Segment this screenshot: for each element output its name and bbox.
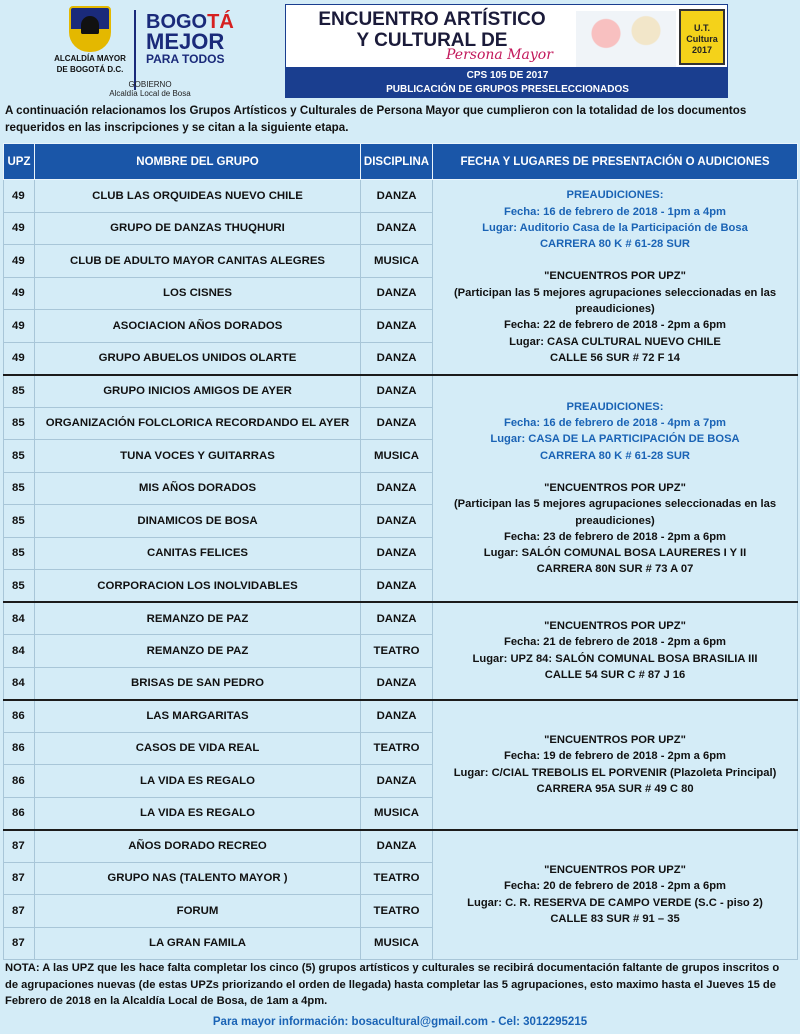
logo-text-line1: ALCALDÍA MAYOR [54, 54, 126, 63]
disciplina-cell: DANZA [361, 537, 433, 570]
group-name-cell: FORUM [35, 895, 361, 928]
disciplina-cell: MUSICA [361, 797, 433, 830]
disciplina-cell: DANZA [361, 342, 433, 375]
upz-cell: 87 [4, 927, 35, 960]
disciplina-cell: DANZA [361, 765, 433, 798]
preaudicion-line: Lugar: CASA DE LA PARTICIPACIÓN DE BOSA [490, 433, 740, 446]
group-name-cell: REMANZO DE PAZ [35, 635, 361, 668]
logo-divider [134, 10, 136, 90]
upz-cell: 87 [4, 830, 35, 863]
dancers-image [576, 11, 676, 67]
disciplina-cell: DANZA [361, 667, 433, 700]
disciplina-cell: TEATRO [361, 895, 433, 928]
disciplina-cell: DANZA [361, 570, 433, 603]
table-body [4, 180, 798, 960]
encuentro-line: Fecha: 21 de febrero de 2018 - 2pm a 6pm [504, 636, 726, 649]
group-name-cell: ASOCIACION AÑOS DORADOS [35, 310, 361, 343]
gobierno-text: GOBIERNO [128, 80, 172, 89]
disciplina-cell: DANZA [361, 310, 433, 343]
upz-cell: 86 [4, 765, 35, 798]
schedule-cell [433, 180, 798, 375]
note-paragraph: NOTA: A las UPZ que les hace falta completar los cinco (5) grupos artísticos y culturales se recibirá documentación faltante de grupos inscritos o de agrupaciones nuevas (de estas UPZs priorizando el orden de llegada) hasta completar las 5 agrupaciones, esto maximo hasta el Jueves 15 de Febrero de 2018 en la Alcaldía Local de Bosa, de 1am a 4pm. [5, 962, 780, 1007]
encuentro-line: Fecha: 23 de febrero de 2018 - 2pm a 6pm [504, 530, 726, 543]
col-header-fecha: FECHA Y LUGARES DE PRESENTACIÓN O AUDICIONES [433, 144, 798, 180]
upz-cell: 84 [4, 635, 35, 668]
group-name-cell: GRUPO INICIOS AMIGOS DE AYER [35, 375, 361, 408]
contact-footer: Para mayor información: bosacultural@gmail.com - Cel: 3012295215 [212, 1016, 588, 1028]
group-name-cell: ORGANIZACIÓN FOLCLORICA RECORDANDO EL AYER [35, 407, 361, 440]
disciplina-cell: MUSICA [361, 440, 433, 473]
cps-text: CPS 105 DE 2017 [466, 70, 549, 81]
upz-cell: 49 [4, 245, 35, 278]
upz-cell: 87 [4, 862, 35, 895]
preaudicion-line: PREAUDICIONES: [566, 400, 664, 413]
gobierno-label [100, 80, 200, 98]
encuentro-line: Lugar: C/CIAL TREBOLIS EL PORVENIR (Plazoleta Principal) [453, 766, 777, 779]
badge-line2: Cultura [686, 34, 718, 44]
group-name-cell: CLUB DE ADULTO MAYOR CANITAS ALEGRES [35, 245, 361, 278]
encuentro-line: Fecha: 20 de febrero de 2018 - 2pm a 6pm [504, 880, 726, 893]
table-row [4, 375, 798, 408]
upz-cell: 85 [4, 537, 35, 570]
disciplina-cell: TEATRO [361, 635, 433, 668]
table-header-row [4, 144, 798, 180]
group-name-cell: TUNA VOCES Y GUITARRAS [35, 440, 361, 473]
encuentro-line: (Participan las 5 mejores agrupaciones seleccionadas en las preaudiciones) [453, 286, 777, 316]
badge-line3: 2017 [691, 45, 713, 55]
disciplina-cell: TEATRO [361, 862, 433, 895]
group-name-cell: GRUPO ABUELOS UNIDOS OLARTE [35, 342, 361, 375]
col-header-upz: UPZ [4, 144, 35, 180]
upz-cell: 49 [4, 310, 35, 343]
badge-line1: U.T. [693, 23, 710, 33]
schedule-cell [433, 375, 798, 603]
group-name-cell: CANITAS FELICES [35, 537, 361, 570]
disciplina-cell: DANZA [361, 180, 433, 213]
group-name-cell: DINAMICOS DE BOSA [35, 505, 361, 538]
schedule-gap [437, 464, 793, 480]
upz-cell: 85 [4, 505, 35, 538]
group-name-cell: LA VIDA ES REGALO [35, 797, 361, 830]
banner-title-line2: Y CULTURAL DE [356, 30, 508, 51]
page-header [0, 0, 800, 100]
encuentro-line: CARRERA 80N SUR # 73 A 07 [536, 563, 694, 576]
group-name-cell: REMANZO DE PAZ [35, 602, 361, 635]
banner-title-line1: ENCUENTRO ARTÍSTICO [318, 9, 546, 30]
preaudicion-line: CARRERA 80 K # 61-28 SUR [539, 238, 691, 251]
bogota-accent-text: TÁ [207, 11, 234, 33]
intro-paragraph: A continuación relacionamos los Grupos Artísticos y Culturales de Persona Mayor que cumplieron con la totalidad de los documentos requeridos en las inscripciones y se citan a la siguiente etapa. [5, 104, 747, 134]
disciplina-cell: MUSICA [361, 927, 433, 960]
group-name-cell: LOS CISNES [35, 277, 361, 310]
upz-cell: 84 [4, 602, 35, 635]
group-name-cell: MIS AÑOS DORADOS [35, 472, 361, 505]
bogota-text: BOGO [146, 11, 208, 33]
encuentro-line: Lugar: C. R. RESERVA DE CAMPO VERDE (S.C - piso 2) [467, 896, 763, 909]
encuentro-line: CALLE 56 SUR # 72 F 14 [550, 351, 680, 364]
preaudicion-line: PREAUDICIONES: [566, 189, 664, 202]
para-todos-text: PARA TODOS [146, 52, 225, 66]
banner-info-bar [286, 67, 728, 97]
coat-of-arms-icon [69, 6, 111, 52]
upz-cell: 86 [4, 700, 35, 733]
alcaldia-local-text: Alcaldía Local de Bosa [109, 89, 191, 98]
col-header-disciplina: DISCIPLINA [361, 144, 433, 180]
publicacion-text: PUBLICACIÓN DE GRUPOS PRESELECCIONADOS [386, 84, 629, 95]
upz-cell: 85 [4, 440, 35, 473]
ut-cultura-badge [679, 9, 725, 65]
disciplina-cell: DANZA [361, 830, 433, 863]
encuentro-line: (Participan las 5 mejores agrupaciones seleccionadas en las preaudiciones) [453, 498, 777, 527]
disciplina-cell: DANZA [361, 602, 433, 635]
schedule-gap [437, 252, 793, 268]
encuentro-line: CALLE 54 SUR C # 87 J 16 [544, 669, 686, 682]
encuentro-line: Fecha: 22 de febrero de 2018 - 2pm a 6pm [504, 319, 726, 332]
logo-text-line2: DE BOGOTÁ D.C. [56, 65, 124, 74]
encuentro-line: "ENCUENTROS POR UPZ" [544, 733, 686, 746]
banner-title [292, 9, 572, 51]
group-name-cell: LAS MARGARITAS [35, 700, 361, 733]
encuentro-line: CARRERA 95A SUR # 49 C 80 [536, 782, 694, 795]
schedule-cell [433, 602, 798, 700]
group-name-cell: GRUPO DE DANZAS THUQHURI [35, 212, 361, 245]
upz-cell: 85 [4, 407, 35, 440]
upz-cell: 49 [4, 277, 35, 310]
schedule-cell [433, 700, 798, 830]
disciplina-cell: DANZA [361, 505, 433, 538]
preaudicion-line: Lugar: Auditorio Casa de la Participación de Bosa [482, 221, 748, 234]
group-name-cell: BRISAS DE SAN PEDRO [35, 667, 361, 700]
encuentro-line: "ENCUENTROS POR UPZ" [544, 481, 686, 494]
encuentro-line: Lugar: SALÓN COMUNAL BOSA LAURERES I Y II [483, 547, 747, 560]
upz-cell: 49 [4, 180, 35, 213]
table-row [4, 602, 798, 635]
disciplina-cell: DANZA [361, 277, 433, 310]
encuentro-line: Lugar: UPZ 84: SALÓN COMUNAL BOSA BRASILIA III [472, 652, 758, 665]
mejor-text: MEJOR [146, 29, 225, 54]
upz-cell: 86 [4, 732, 35, 765]
group-name-cell: LA GRAN FAMILA [35, 927, 361, 960]
table-row [4, 700, 798, 733]
schedule-cell [433, 830, 798, 960]
bogota-mejor-logo [146, 12, 256, 66]
group-name-cell: GRUPO NAS (TALENTO MAYOR ) [35, 862, 361, 895]
col-header-nombre: NOMBRE DEL GRUPO [35, 144, 361, 180]
preaudicion-line: Fecha: 16 de febrero de 2018 - 4pm a 7pm [504, 417, 726, 430]
upz-cell: 85 [4, 570, 35, 603]
banner-subtitle: Persona Mayor [446, 47, 553, 63]
disciplina-cell: TEATRO [361, 732, 433, 765]
upz-cell: 85 [4, 375, 35, 408]
upz-cell: 86 [4, 797, 35, 830]
group-name-cell: CORPORACION LOS INOLVIDABLES [35, 570, 361, 603]
encuentro-line: CALLE 83 SUR # 91 – 35 [550, 913, 680, 926]
disciplina-cell: DANZA [361, 375, 433, 408]
disciplina-cell: DANZA [361, 472, 433, 505]
upz-cell: 49 [4, 212, 35, 245]
upz-cell: 87 [4, 895, 35, 928]
upz-cell: 85 [4, 472, 35, 505]
disciplina-cell: DANZA [361, 700, 433, 733]
upz-cell: 84 [4, 667, 35, 700]
group-name-cell: AÑOS DORADO RECREO [35, 830, 361, 863]
groups-table [3, 143, 798, 960]
disciplina-cell: DANZA [361, 407, 433, 440]
event-banner [285, 4, 728, 98]
disciplina-cell: DANZA [361, 212, 433, 245]
disciplina-cell: MUSICA [361, 245, 433, 278]
table-row [4, 180, 798, 213]
table-row [4, 830, 798, 863]
encuentro-line: Lugar: CASA CULTURAL NUEVO CHILE [509, 335, 721, 348]
preaudicion-line: Fecha: 16 de febrero de 2018 - 1pm a 4pm [504, 205, 726, 218]
group-name-cell: LA VIDA ES REGALO [35, 765, 361, 798]
upz-cell: 49 [4, 342, 35, 375]
encuentro-line: "ENCUENTROS POR UPZ" [544, 270, 686, 283]
encuentro-line: Fecha: 19 de febrero de 2018 - 2pm a 6pm [504, 750, 726, 763]
group-name-cell: CLUB LAS ORQUIDEAS NUEVO CHILE [35, 180, 361, 213]
group-name-cell: CASOS DE VIDA REAL [35, 732, 361, 765]
encuentro-line: "ENCUENTROS POR UPZ" [544, 620, 686, 633]
encuentro-line: "ENCUENTROS POR UPZ" [544, 864, 686, 877]
preaudicion-line: CARRERA 80 K # 61-28 SUR [539, 449, 691, 462]
